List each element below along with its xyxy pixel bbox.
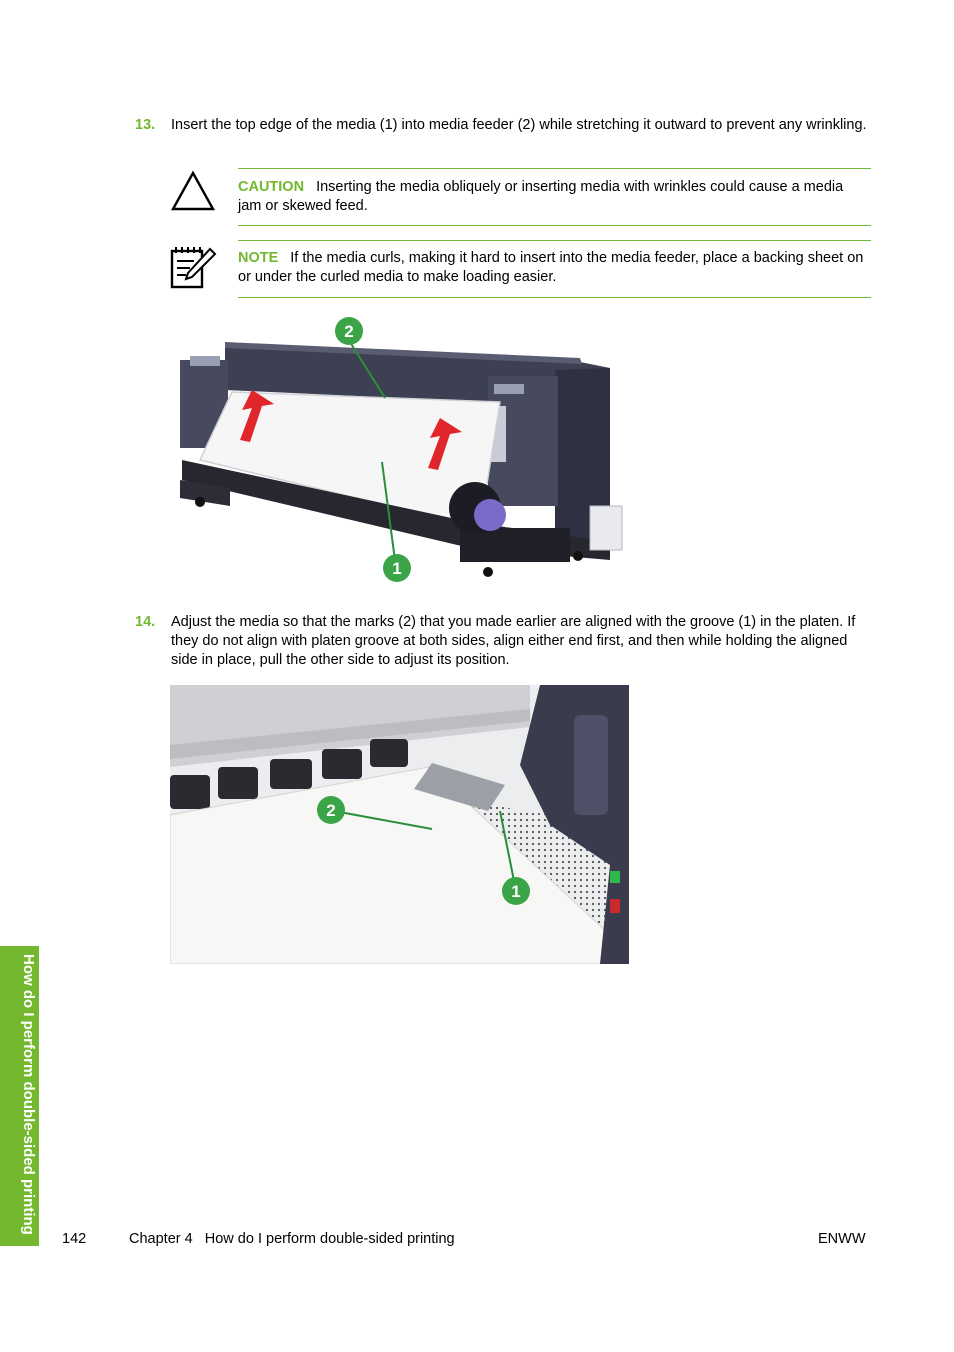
caution-bottom-rule: [238, 225, 871, 226]
warning-triangle-icon: [170, 170, 216, 217]
step-13: [135, 116, 873, 135]
callout-1-marker: [383, 554, 411, 582]
figure1-callout-2: 2: [344, 322, 354, 341]
printer-media-feeder-figure: [170, 310, 630, 595]
step-text: Insert the top edge of the media (1) into media feeder (2) while stretching it outward to prevent any wrinkling.: [171, 117, 867, 133]
figure1-callout-1: 1: [392, 559, 402, 578]
footer-chapter: Chapter 4 How do I perform double-sided printing: [129, 1231, 455, 1247]
callout-2-marker: [317, 796, 345, 824]
step-text: Adjust the media so that the marks (2) that you made earlier are aligned with the groove (1) in the platen. If they do not align with platen groove at both sides, align either end first, and then while holding the aligned side in place, pull the other side to adjust its position.: [171, 614, 856, 668]
platen-groove-figure: [170, 685, 629, 964]
footer-right: ENWW: [818, 1231, 866, 1247]
note-text: If the media curls, making it hard to insert into the media feeder, place a backing sheet on or under the curled media to make loading easier.: [238, 250, 864, 285]
step-number: 13.: [135, 117, 156, 133]
callout-2-marker: [335, 317, 363, 345]
footer-page-number: 142: [62, 1231, 87, 1247]
notepad-pencil-icon: [168, 243, 218, 296]
caution-text: Inserting the media obliquely or inserting media with wrinkles could cause a media jam or skewed feed.: [238, 179, 844, 214]
figure2-callout-2: 2: [326, 801, 336, 820]
note-bottom-rule: [238, 297, 871, 298]
note-callout: [238, 249, 868, 287]
side-tab-text: How do I perform double-sided printing: [20, 954, 37, 1235]
callout-1-marker: [502, 877, 530, 905]
caution-top-rule: [238, 168, 871, 169]
step-14: [135, 613, 873, 670]
caution-callout: [238, 178, 868, 216]
note-label: NOTE: [238, 250, 279, 266]
chapter-side-tab: [0, 946, 39, 1246]
figure2-callout-1: 1: [511, 882, 521, 901]
note-top-rule: [238, 240, 871, 241]
step-number: 14.: [135, 614, 156, 630]
caution-label: CAUTION: [238, 179, 305, 195]
